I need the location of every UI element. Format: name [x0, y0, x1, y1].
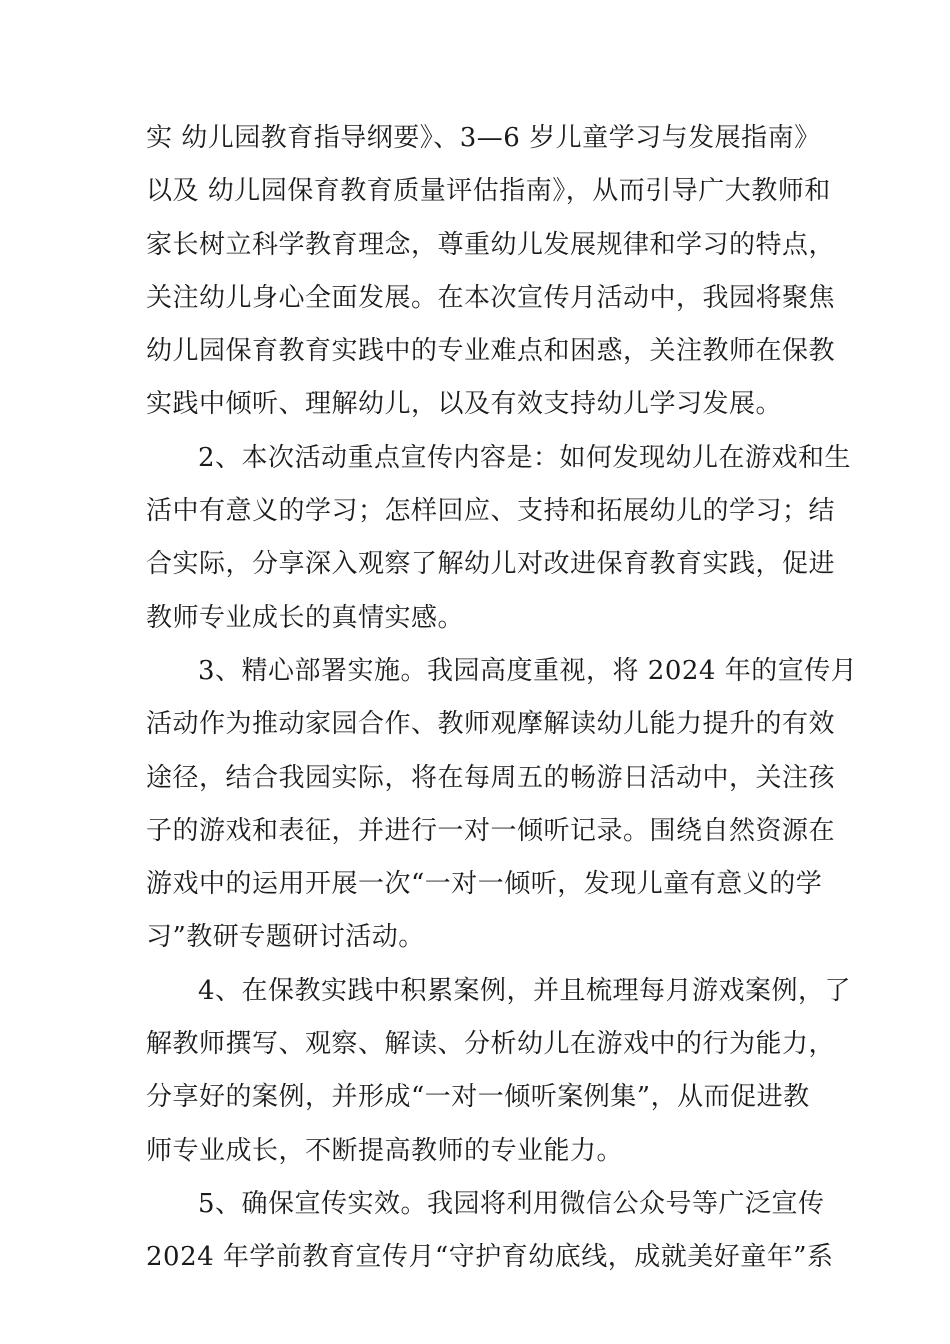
text-line: 教师专业成长的真情实感。 [146, 602, 465, 633]
text-line: 家长树立科学教育理念，尊重幼儿发展规律和学习的特点， [146, 229, 836, 260]
text-line: 途径，结合我园实际，将在每周五的畅游日活动中，关注孩 [146, 762, 836, 793]
text-line: 2、本次活动重点宣传内容是：如何发现幼儿在游戏和生 [198, 442, 852, 473]
text-line: 合实际，分享深入观察了解幼儿对改进保育教育实践，促进 [146, 549, 836, 580]
text-line: 实 幼儿园教育指导纲要》、3—6 岁儿童学习与发展指南》 [146, 123, 821, 153]
text-line: 分享好的案例，并形成“一对一倾听案例集”，从而促进教 [146, 1082, 810, 1113]
text-line: 以及 幼儿园保育教育质量评估指南》，从而引导广大教师和 [146, 176, 831, 207]
text-line: 习”教研专题研讨活动。 [146, 922, 425, 953]
text-line: 实践中倾听、理解幼儿，以及有效支持幼儿学习发展。 [146, 389, 783, 420]
text-line: 3、精心部署实施。我园高度重视，将 2024 年的宣传月 [198, 655, 858, 686]
text-line: 5、确保宣传实效。我园将利用微信公众号等广泛宣传 [198, 1188, 825, 1219]
text-line: 解教师撰写、观察、解读、分析幼儿在游戏中的行为能力， [146, 1029, 836, 1060]
text-line: 2024 年学前教育宣传月“守护育幼底线，成就美好童年”系 [146, 1242, 834, 1273]
text-line: 游戏中的运用开展一次“一对一倾听，发现儿童有意义的学 [146, 869, 823, 900]
text-line: 活动作为推动家园合作、教师观摩解读幼儿能力提升的有效 [146, 709, 836, 740]
document-body [146, 112, 858, 1285]
text-line: 4、在保教实践中积累案例，并且梳理每月游戏案例，了 [198, 975, 852, 1006]
text-line: 子的游戏和表征，并进行一对一倾听记录。围绕自然资源在 [146, 815, 836, 846]
text-line: 幼儿园保育教育实践中的专业难点和困惑，关注教师在保教 [146, 336, 836, 367]
text-line: 活中有意义的学习；怎样回应、支持和拓展幼儿的学习；结 [146, 496, 836, 527]
text-line: 关注幼儿身心全面发展。在本次宣传月活动中，我园将聚焦 [146, 282, 836, 313]
text-line: 师专业成长，不断提高教师的专业能力。 [146, 1135, 624, 1166]
